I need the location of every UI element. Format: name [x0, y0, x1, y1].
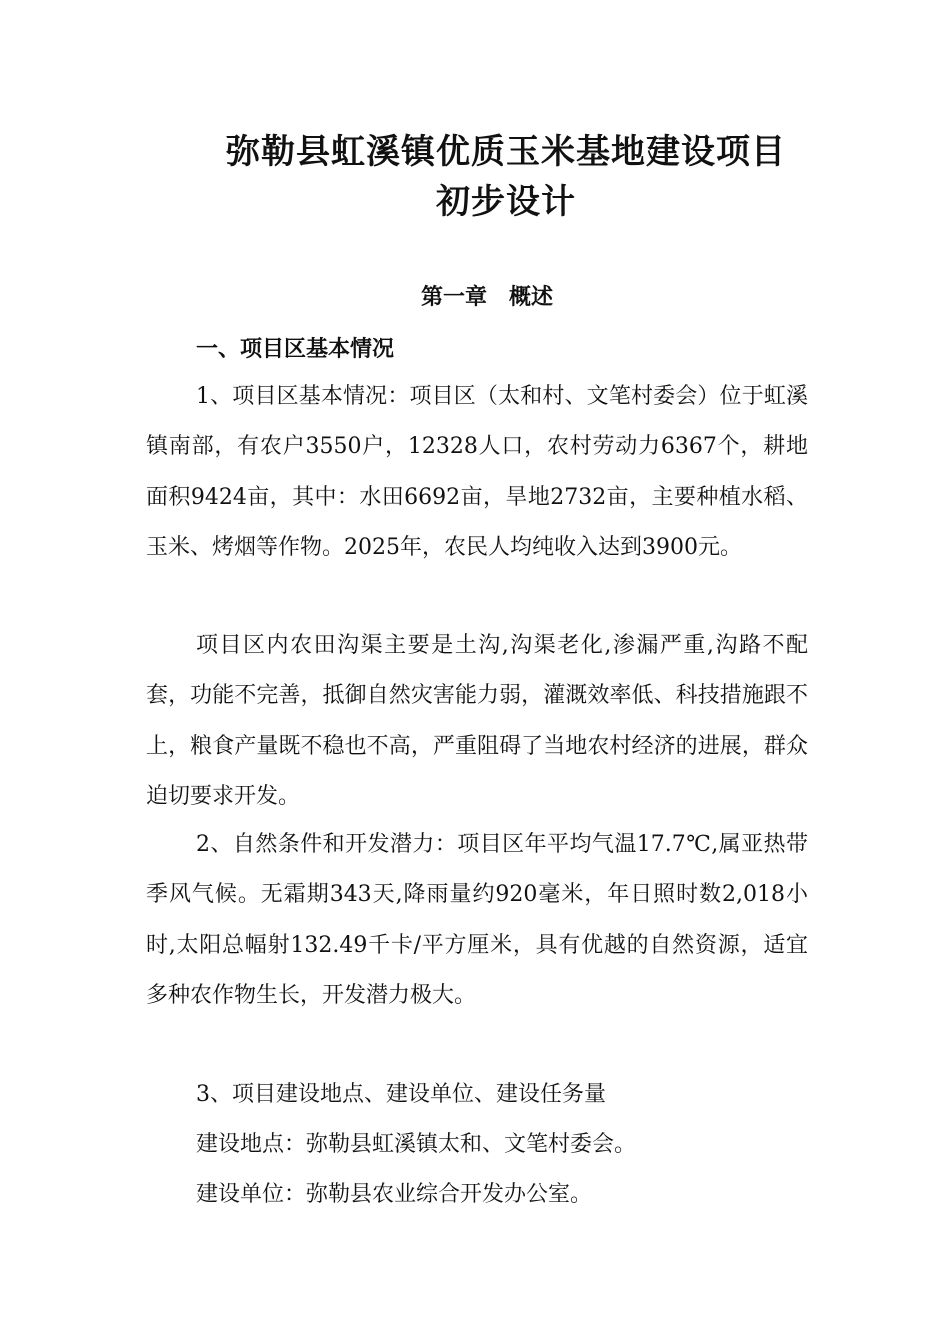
item-construction-unit: 建设单位：弥勒县农业综合开发办公室。 [196, 1182, 593, 1207]
paragraph-basic-info: 1、项目区基本情况：项目区（太和村、文笔村委会）位于虹溪镇南部，有农户3550户，12328人口，农村劳动力6367个，耕地面积9424亩，其中：水田6692亩，旱地2732亩，主要种植水稻、玉米、烤烟等作物。2025年，农民人均纯收入达到3900元。 [146, 384, 808, 561]
item-construction-heading: 3、项目建设地点、建设单位、建设任务量 [196, 1082, 606, 1107]
section-heading: 一、项目区基本情况 [196, 336, 395, 362]
item-construction-site: 建设地点：弥勒县虹溪镇太和、文笔村委会。 [196, 1132, 637, 1157]
chapter-heading: 第一章 概述 [420, 284, 553, 310]
paragraph-farmland-issues: 项目区内农田沟渠主要是土沟,沟渠老化,渗漏严重,沟路不配套，功能不完善，抵御自然灾害能力弱，灌溉效率低、科技措施跟不上，粮食产量既不稳也不高，严重阻碍了当地农村经济的进展，群众迫切要求开发。 [146, 633, 808, 810]
document-subtitle: 初步设计 [436, 182, 576, 222]
paragraph-natural-conditions: 2、自然条件和开发潜力：项目区年平均气温17.7℃,属亚热带季风气候。无霜期343天,降雨量约920毫米，年日照时数2,018小时,太阳总幅射132.49千卡/平方厘米，具有优越的自然资源，适宜多种农作物生长，开发潜力极大。 [146, 832, 808, 1009]
document-title: 弥勒县虹溪镇优质玉米基地建设项目 [226, 132, 786, 172]
